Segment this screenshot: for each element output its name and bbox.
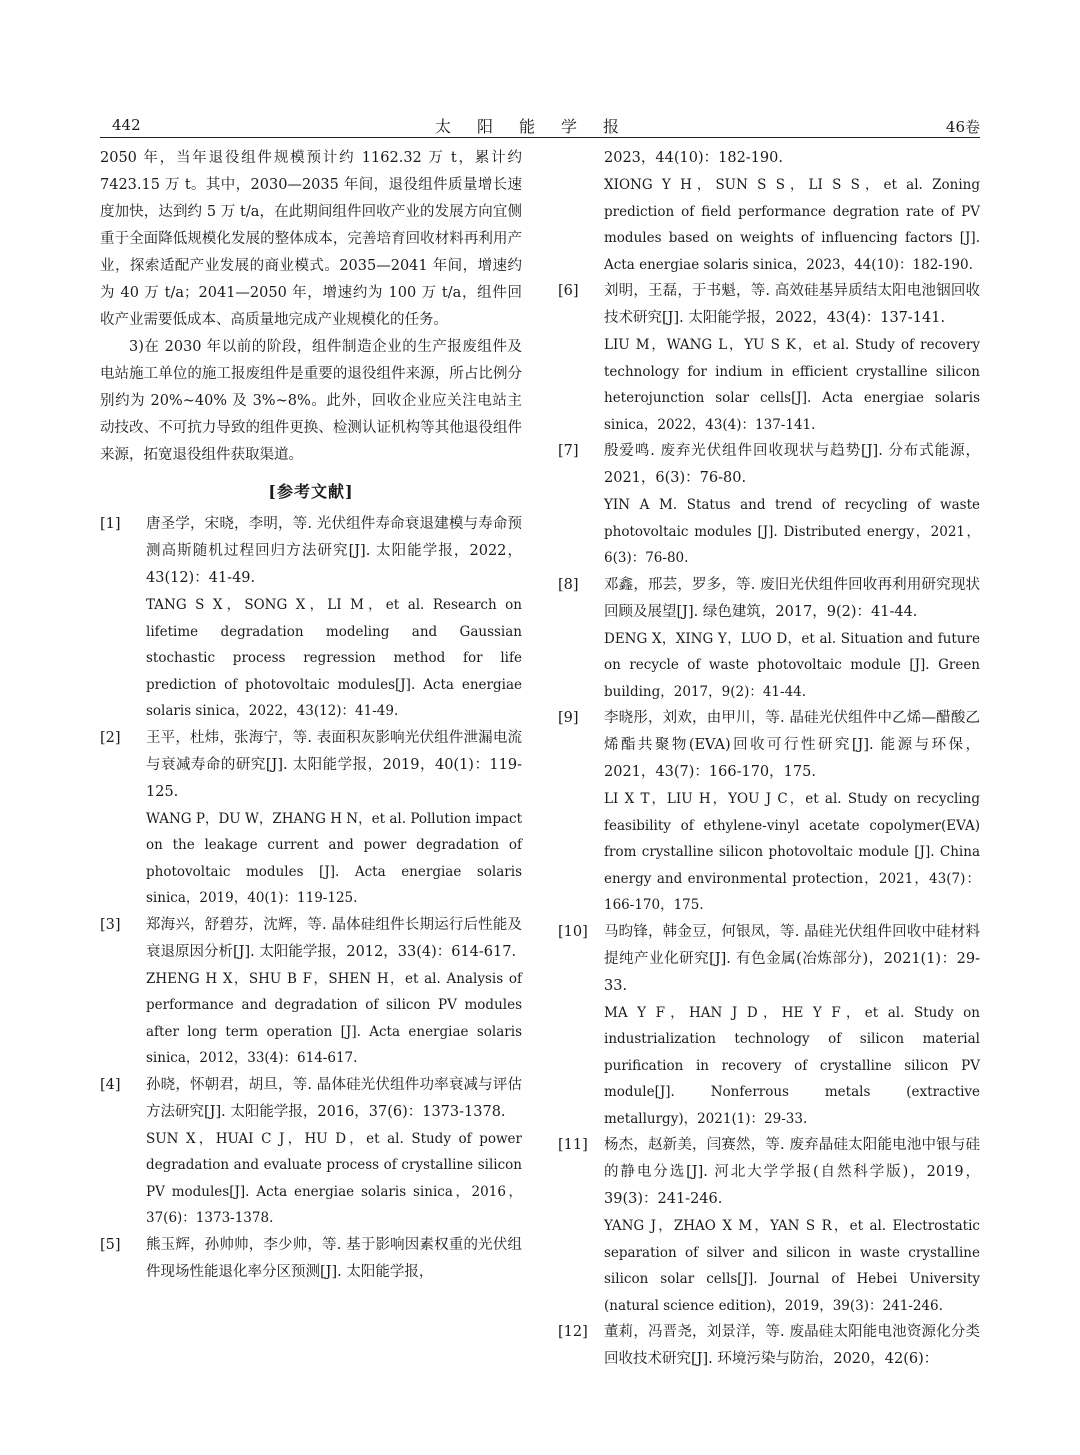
reference-number: [10] [558, 923, 588, 940]
reference-entry [558, 705, 980, 919]
reference-english: LIU M，WANG L，YU S K，et al. Study of recovery technology for indium in efficient crystalline silicon heterojunction solar cells[J]. Acta energiae solaris sinica，2022，43(4)：137-141. [604, 337, 980, 433]
reference-english: LI X T，LIU H，YOU J C，et al. Study on recycling feasibility of ethylene-vinyl acetate copolymer(EVA) from crystalline silicon photovoltaic module [J]. China energy and environmental protection，2021，43(7)：166-170，175. [604, 791, 980, 913]
reference-chinese: 马昀锋，韩金豆，何银凤，等. 晶硅光伏组件回收中硅材料提纯产业化研究[J]. 有色金属(冶炼部分)，2021(1)：29-33. [604, 923, 980, 994]
reference-entry [100, 1232, 522, 1286]
left-column [100, 145, 522, 1286]
reference-entry [100, 1072, 522, 1232]
reference-chinese: 唐圣学，宋晓，李明，等. 光伏组件寿命衰退建模与寿命预测高斯随机过程回归方法研究[J]. 太阳能学报，2022，43(12)：41-49. [146, 516, 522, 586]
reference-chinese: 孙晓，怀朝君，胡旦，等. 晶体硅光伏组件功率衰减与评估方法研究[J]. 太阳能学报，2016，37(6)：1373-1378. [146, 1076, 522, 1120]
reference-number: [2] [100, 729, 121, 746]
reference-english: YIN A M. Status and trend of recycling of waste photovoltaic modules [J]. Distributed energy，2021，6(3)：76-80. [604, 497, 980, 566]
reference-chinese: 殷爱鸣. 废弃光伏组件回收现状与趋势[J]. 分布式能源，2021，6(3)：76-80. [604, 443, 980, 486]
reference-number: [9] [558, 710, 579, 726]
right-column [558, 145, 980, 1373]
reference-chinese: 刘明，王磊，于书魁，等. 高效硅基异质结太阳电池铟回收技术研究[J]. 太阳能学报，2022，43(4)：137-141. [604, 283, 980, 326]
reference-chinese: 杨杰，赵新美，闫赛然，等. 废弃晶硅太阳能电池中银与硅的静电分选[J]. 河北大学学报(自然科学版)，2019，39(3)：241-246. [604, 1137, 980, 1207]
reference-entry [100, 511, 522, 725]
reference-chinese: 李晓彤，刘欢，由甲川，等. 晶硅光伏组件中乙烯—醋酸乙烯酯共聚物(EVA)回收可行性研究[J]. 能源与环保，2021，43(7)：166-170，175. [604, 710, 980, 780]
reference-entry [558, 1319, 980, 1373]
reference-english: XIONG Y H，SUN S S，LI S S，et al. Zoning prediction of field performance degration rate of PV modules based on weights of influencing factors [J]. Acta energiae solaris sinica，2023，44(10)：182-190. [604, 177, 980, 273]
reference-english: ZHENG H X，SHU B F，SHEN H，et al. Analysis of performance and degradation of silicon PV modules after long term operation [J]. Acta energiae solaris sinica，2012，33(4)：614-617. [146, 970, 522, 1066]
reference-chinese: 郑海兴，舒碧芬，沈辉，等. 晶体硅组件长期运行后性能及衰退原因分析[J]. 太阳能学报，2012，33(4)：614-617. [146, 916, 522, 960]
reference-chinese: 王平，杜炜，张海宁，等. 表面积灰影响光伏组件泄漏电流与衰减寿命的研究[J]. 太阳能学报，2019，40(1)：119-125. [146, 729, 522, 800]
reference-number: [8] [558, 576, 579, 593]
journal-title: 太阳能学报 [434, 117, 645, 136]
reference-entry [100, 912, 522, 1072]
body-paragraph: 2050 年，当年退役组件规模预计约 1162.32 万 t，累计约 7423.15 万 t。其中，2030—2035 年间，退役组件质量增长速度加快，达到约 5 万 t/a，在此期间组件回收产业的发展方向宜侧重于全面降低规模化发展的整体成本，完善培育回收材料再利用产业，探索适配产业发展的商业模式。2035—2041 年间，增速约为 40 万 t/a；2041—2050 年，增速约为 100 万 t/a，组件回收产业需要低成本、高质量地完成产业规模化的任务。 [100, 150, 522, 328]
reference-number: [12] [558, 1324, 588, 1340]
reference-english: YANG J，ZHAO X M，YAN S R，et al. Electrostatic separation of silver and silicon in waste crystalline silicon solar cells[J]. Journal of Hebei University (natural science edition)，2019，39(3)：241-246. [604, 1218, 980, 1314]
reference-entry [558, 1132, 980, 1319]
reference-number: [5] [100, 1236, 121, 1253]
reference-chinese: 2023，44(10)：182-190. [604, 150, 783, 166]
reference-number: [6] [558, 283, 579, 299]
reference-entry [558, 278, 980, 438]
reference-number: [3] [100, 916, 121, 933]
reference-chinese: 董莉，冯晋尧，刘景洋，等. 废晶硅太阳能电池资源化分类回收技术研究[J]. 环境污染与防治，2020，42(6)： [604, 1324, 980, 1367]
body-paragraph: 3)在 2030 年以前的阶段，组件制造企业的生产报废组件及电站施工单位的施工报废组件是重要的退役组件来源，所占比例分别约为 20%~40% 及 3%~8%。此外，回收企业应关注电站主动技改、不可抗力导致的组件更换、检测认证机构等其他退役组件来源，拓宽退役组件获取渠道。 [100, 339, 522, 463]
reference-english: TANG S X，SONG X，LI M，et al. Research on lifetime degradation modeling and Gaussian stochastic process regression method for life prediction of photovoltaic modules[J]. Acta energiae solaris sinica，2022，43(12)：41-49. [146, 597, 522, 719]
reference-entry [558, 438, 980, 572]
reference-entry [558, 572, 980, 706]
reference-number: [7] [558, 443, 579, 459]
reference-continuation [558, 145, 980, 278]
reference-entry [100, 725, 522, 912]
page-number: 442 [112, 116, 141, 134]
reference-english: SUN X，HUAI C J，HU D，et al. Study of power degradation and evaluate process of crystalline silicon PV modules[J]. Acta energiae solaris sinica，2016，37(6)：1373-1378. [146, 1130, 522, 1226]
reference-english: WANG P，DU W，ZHANG H N，et al. Pollution impact on the leakage current and power degradation of photovoltaic modules [J]. Acta energiae solaris sinica，2019，40(1)：119-125. [146, 810, 522, 906]
running-header [100, 114, 980, 138]
reference-number: [11] [558, 1137, 588, 1153]
volume-label: 46卷 [945, 118, 980, 136]
reference-english: MA Y F，HAN J D，HE Y F，et al. Study on industrialization technology of silicon material purification in recovery of crystalline silicon PV module[J]. Nonferrous metals (extractive metallurgy)，2021(1)：29-33. [604, 1004, 980, 1127]
reference-number: [1] [100, 516, 121, 532]
reference-entry [558, 919, 980, 1133]
reference-chinese: 邓鑫，邢芸，罗多，等. 废旧光伏组件回收再利用研究现状回顾及展望[J]. 绿色建筑，2017，9(2)：41-44. [604, 576, 980, 620]
reference-english: DENG X，XING Y，LUO D，et al. Situation and future on recycle of waste photovoltaic module [J]. Green building，2017，9(2)：41-44. [604, 630, 980, 700]
header-rule [100, 137, 980, 138]
references-heading: [参考文献] [268, 482, 354, 501]
reference-chinese: 熊玉辉，孙帅帅，李少帅，等. 基于影响因素权重的光伏组件现场性能退化率分区预测[J]. 太阳能学报， [146, 1236, 522, 1280]
reference-number: [4] [100, 1076, 121, 1093]
